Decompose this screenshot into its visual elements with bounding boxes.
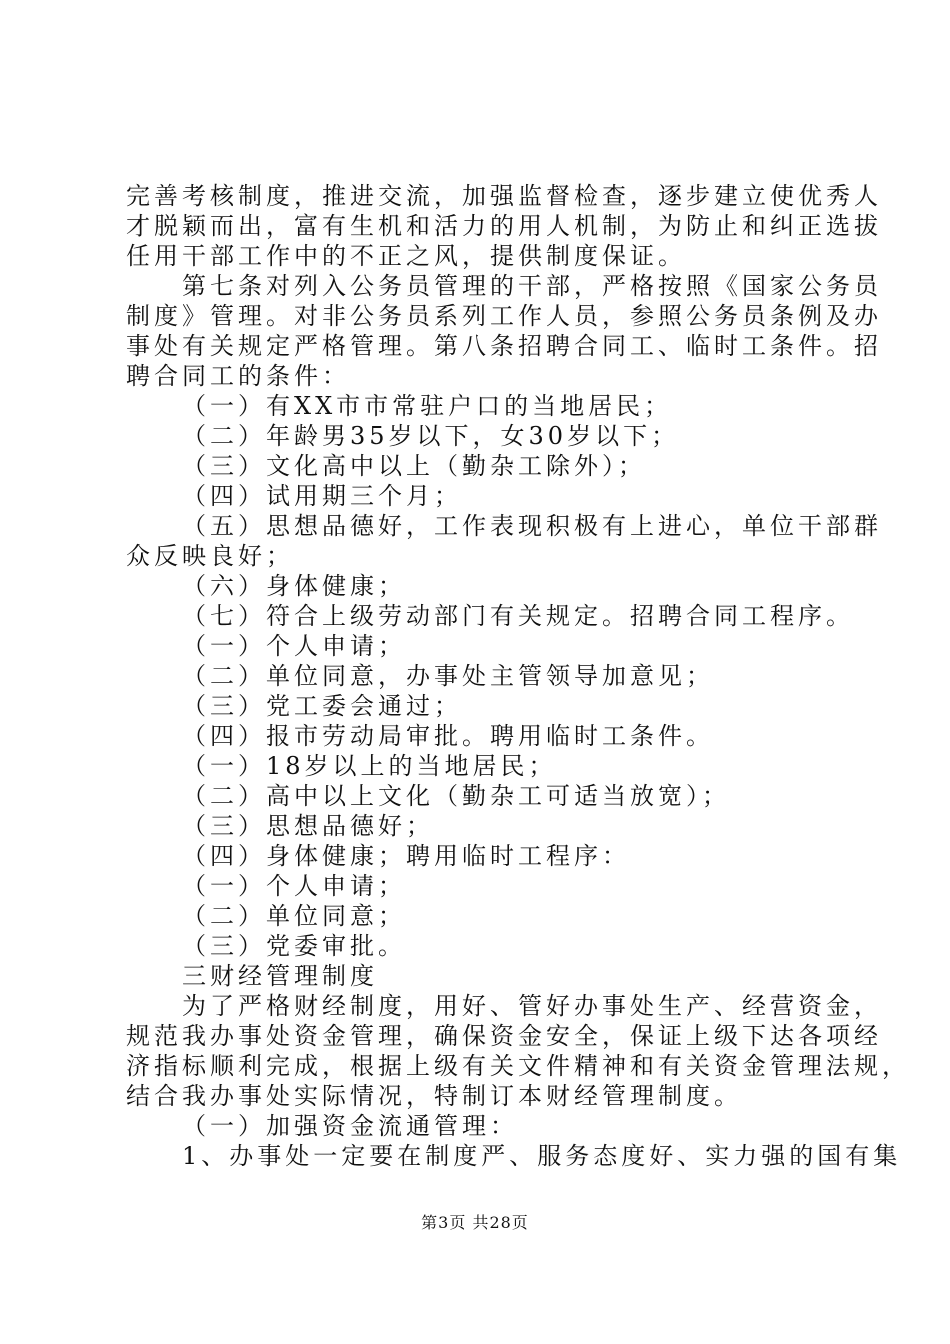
list-item: （五）思想品德好，工作表现积极有上进心，单位干部群 xyxy=(182,512,882,540)
list-item: （二）年龄男35岁以下，女30岁以下； xyxy=(182,422,680,450)
list-item: （二）单位同意，办事处主管领导加意见； xyxy=(182,662,714,690)
list-item: （六）身体健康； xyxy=(182,572,406,600)
list-item: （三）党委审批。 xyxy=(182,932,406,960)
list-item: （三）党工委会通过； xyxy=(182,692,462,720)
list-item: （七）符合上级劳动部门有关规定。招聘合同工程序。 xyxy=(182,602,854,630)
list-item: （二）单位同意； xyxy=(182,902,406,930)
list-item: （三）文化高中以上（勤杂工除外）； xyxy=(182,452,646,480)
text-line: 聘合同工的条件： xyxy=(126,362,350,390)
list-item: （三）思想品德好； xyxy=(182,812,434,840)
text-line: 完善考核制度，推进交流，加强监督检查，逐步建立使优秀人 xyxy=(126,182,882,210)
list-item: （二）高中以上文化（勤杂工可适当放宽）； xyxy=(182,782,730,810)
text-line: 制度》管理。对非公务员系列工作人员，参照公务员条例及办 xyxy=(126,302,882,330)
text-line: 事处有关规定严格管理。第八条招聘合同工、临时工条件。招 xyxy=(126,332,882,360)
text-line: 规范我办事处资金管理，确保资金安全，保证上级下达各项经 xyxy=(126,1022,882,1050)
list-item: （一）个人申请； xyxy=(182,872,406,900)
text-line: 任用干部工作中的不正之风，提供制度保证。 xyxy=(126,242,686,270)
text-line: 济指标顺利完成，根据上级有关文件精神和有关资金管理法规， xyxy=(126,1052,910,1080)
list-item: （四）身体健康；聘用临时工程序： xyxy=(182,842,630,870)
list-item: （四）试用期三个月； xyxy=(182,482,462,510)
list-item: （一）有XX市市常驻户口的当地居民； xyxy=(182,392,673,420)
list-item: （一）18岁以上的当地居民； xyxy=(182,752,557,780)
text-line: 为了严格财经制度，用好、管好办事处生产、经营资金， xyxy=(182,992,882,1020)
section-heading: 三财经管理制度 xyxy=(182,962,378,990)
text-line: 1、办事处一定要在制度严、服务态度好、实力强的国有集 xyxy=(182,1142,902,1170)
text-line: 才脱颖而出，富有生机和活力的用人机制，为防止和纠正选拔 xyxy=(126,212,882,240)
list-item: （一）个人申请； xyxy=(182,632,406,660)
list-item: （四）报市劳动局审批。聘用临时工条件。 xyxy=(182,722,714,750)
text-line: 众反映良好； xyxy=(126,542,294,570)
subsection-heading: （一）加强资金流通管理： xyxy=(182,1112,518,1140)
page-number-footer: 第3页 共28页 xyxy=(421,1213,529,1232)
text-line: 结合我办事处实际情况，特制订本财经管理制度。 xyxy=(126,1082,742,1110)
text-line: 第七条对列入公务员管理的干部，严格按照《国家公务员 xyxy=(182,272,882,300)
